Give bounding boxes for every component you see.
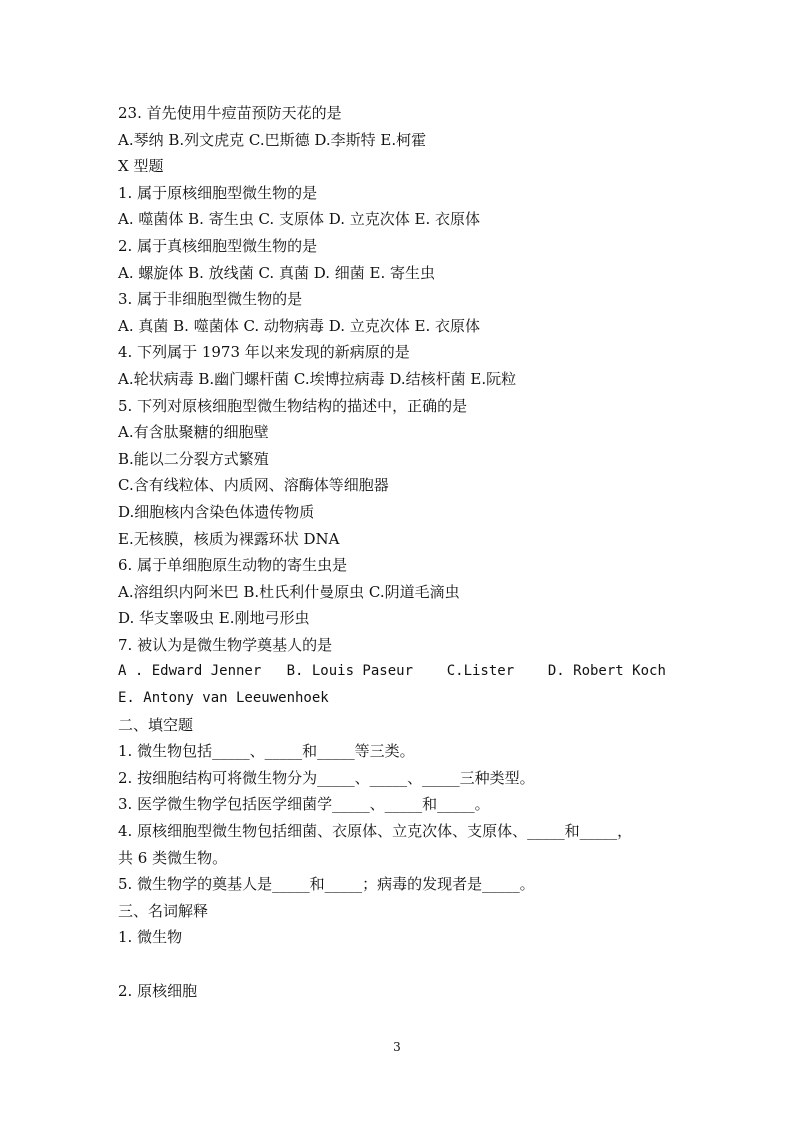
x-question-6: 6. 属于单细胞原生动物的寄生虫是 bbox=[118, 556, 348, 575]
x-question-7-options-abcd: A . Edward Jenner B. Louis Paseur C.Lister D. Robert Koch bbox=[118, 663, 666, 680]
question-23-options: A.琴纳 B.列文虎克 C.巴斯德 D.李斯特 E.柯霍 bbox=[118, 130, 427, 149]
section-x-type-heading: X 型题 bbox=[118, 157, 164, 176]
x-question-7-option-e: E. Antony van Leeuwenhoek bbox=[118, 690, 329, 707]
x-question-3-options: A. 真菌 B. 噬菌体 C. 动物病毒 D. 立克次体 E. 衣原体 bbox=[118, 316, 480, 335]
term-question-1: 1. 微生物 bbox=[118, 928, 183, 947]
term-question-2: 2. 原核细胞 bbox=[118, 981, 198, 1000]
x-question-5-option-a: A.有含肽聚糖的细胞壁 bbox=[118, 423, 269, 442]
x-question-6-options-de: D. 华支睾吸虫 E.刚地弓形虫 bbox=[118, 609, 310, 628]
x-question-5-option-c: C.含有线粒体、内质网、溶酶体等细胞器 bbox=[118, 476, 389, 495]
x-question-7: 7. 被认为是微生物学奠基人的是 bbox=[118, 635, 333, 654]
fill-question-1: 1. 微生物包括_____、_____和_____等三类。 bbox=[118, 742, 415, 761]
blank-spacer bbox=[118, 951, 678, 978]
x-question-5-option-b: B.能以二分裂方式繁殖 bbox=[118, 449, 269, 468]
x-question-1: 1. 属于原核细胞型微生物的是 bbox=[118, 183, 318, 202]
x-question-3: 3. 属于非细胞型微生物的是 bbox=[118, 290, 303, 309]
fill-question-5: 5. 微生物学的奠基人是_____和_____；病毒的发现者是_____。 bbox=[118, 875, 535, 894]
page-number: 3 bbox=[393, 1040, 401, 1054]
x-question-2-options: A. 螺旋体 B. 放线菌 C. 真菌 D. 细菌 E. 寄生虫 bbox=[118, 263, 435, 282]
question-23: 23. 首先使用牛痘苗预防天花的是 bbox=[118, 104, 342, 122]
x-question-5-option-e: E.无核膜，核质为裸露环状 DNA bbox=[118, 529, 340, 548]
x-question-5: 5. 下列对原核细胞型微生物结构的描述中，正确的是 bbox=[118, 396, 468, 415]
section-fill-in-heading: 二、填空题 bbox=[118, 715, 194, 734]
document-body bbox=[118, 100, 678, 1004]
x-question-6-options-abc: A.溶组织内阿米巴 B.杜氏利什曼原虫 C.阴道毛滴虫 bbox=[118, 582, 460, 601]
x-question-1-options: A. 噬菌体 B. 寄生虫 C. 支原体 D. 立克次体 E. 衣原体 bbox=[118, 210, 480, 229]
x-question-2: 2. 属于真核细胞型微生物的是 bbox=[118, 236, 318, 255]
fill-question-2: 2. 按细胞结构可将微生物分为_____、_____、_____三种类型。 bbox=[118, 768, 535, 787]
section-terms-heading: 三、名词解释 bbox=[118, 901, 209, 920]
x-question-4-options: A.轮状病毒 B.幽门螺杆菌 C.埃博拉病毒 D.结核杆菌 E.阮粒 bbox=[118, 369, 517, 388]
x-question-4: 4. 下列属于 1973 年以来发现的新病原的是 bbox=[118, 343, 410, 362]
fill-question-4: 4. 原核细胞型微生物包括细菌、衣原体、立克次体、支原体、_____和_____， bbox=[118, 822, 633, 841]
fill-question-3: 3. 医学微生物学包括医学细菌学_____、_____和_____。 bbox=[118, 795, 490, 814]
fill-question-4-continued: 共 6 类微生物。 bbox=[118, 848, 228, 867]
x-question-5-option-d: D.细胞核内含染色体遗传物质 bbox=[118, 502, 315, 521]
